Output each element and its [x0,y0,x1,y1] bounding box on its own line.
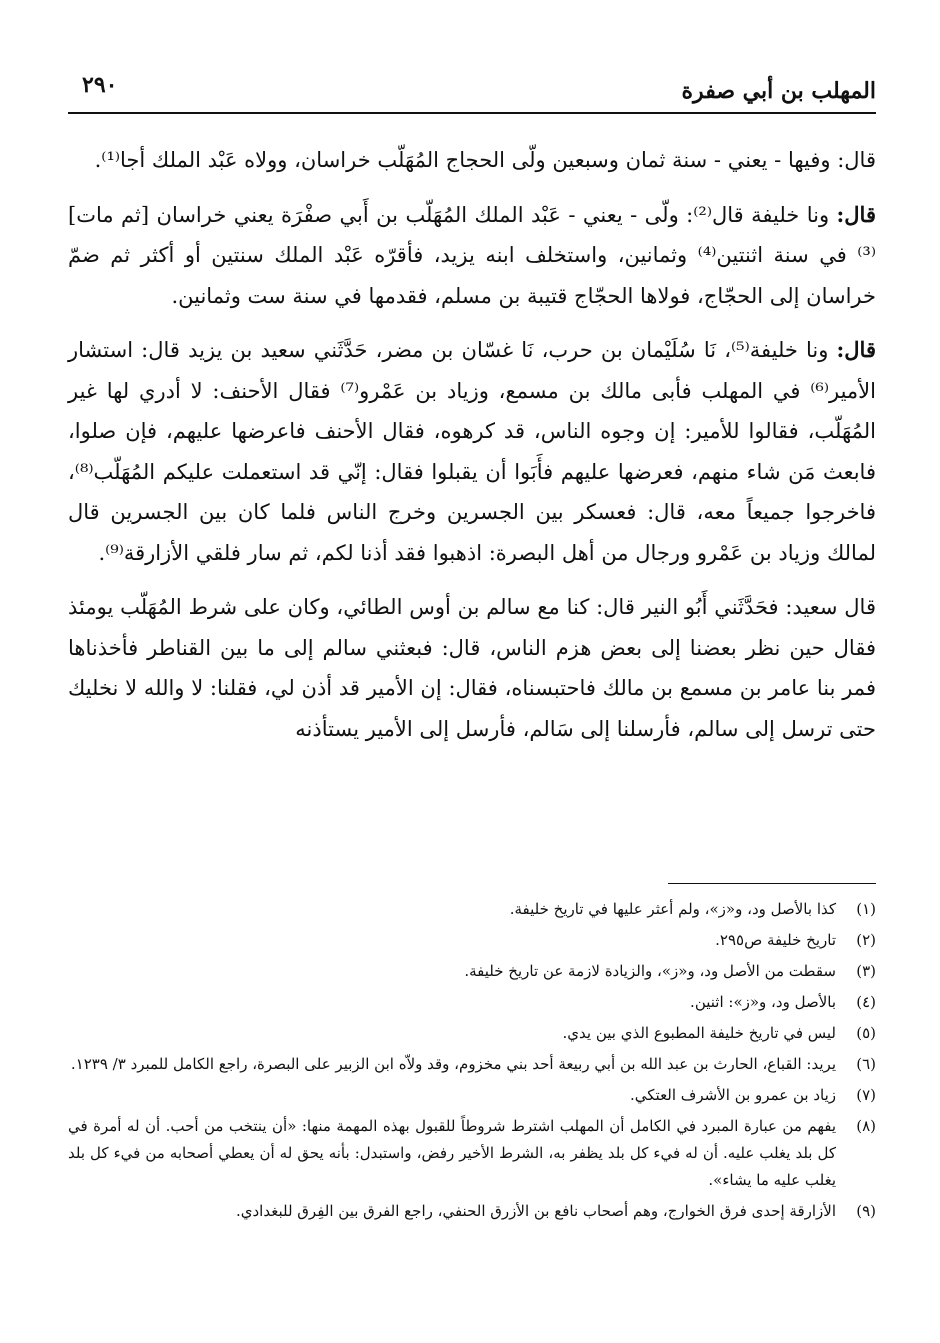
footnote-text: زياد بن عمرو بن الأشرف العتكي. [629,1086,836,1104]
footnote-text: سقطت من الأصل ود، و«ز»، والزيادة لازمة عن تاريخ خليفة. [464,962,836,980]
paragraph-2 [68,195,876,317]
footnote-number: (٤) [856,993,876,1011]
main-text [68,140,876,763]
footnotes [68,896,876,1229]
footnote-text: ليس في تاريخ خليفة المطبوع الذي بين يدي. [562,1024,836,1042]
footnote-number: (٨) [856,1117,876,1135]
footnote-4 [68,989,876,1016]
footnote-text: يريد: القباع، الحارث بن عبد الله بن أبي ربيعة أحد بني مخزوم، وقد ولاّه ابن الزبير على البصرة، راجع الكامل للمبرد ٣/ ١٢٣٩. [70,1055,836,1073]
page-number: ٢٩٠ [82,72,118,98]
footnote-2 [68,927,876,954]
paragraph-1 [68,140,876,181]
running-header [68,72,876,114]
footnote-text: تاريخ خليفة ص٢٩٥. [715,931,836,949]
footnote-number: (٩) [856,1202,876,1220]
footnote-6 [68,1051,876,1078]
footnote-text: يفهم من عبارة المبرد في الكامل أن المهلب اشترط شروطاً للقبول بهذه المهمة منها: «أن ينتخب من أحب. أن له أمرة في كل بلد يغلب عليه. أن له فيء كل بلد يظفر به، الشرط الأخير رفض، واستبدل: بأنه يحق له أن يعطي أصحابه من فيء كل بلد يغلب عليه ما يشاء». [68,1117,836,1189]
footnote-number: (٢) [856,931,876,949]
footnote-separator [668,883,876,884]
footnote-text: بالأصل ود، و«ز»: اثنين. [690,993,836,1011]
footnote-9 [68,1198,876,1225]
footnote-number: (٣) [856,962,876,980]
footnote-number: (١) [856,900,876,918]
footnote-number: (٦) [856,1055,876,1073]
paragraph-text: قال: وفيها - يعني - سنة ثمان وسبعين ولّى الحجاج المُهَلّب خراسان، وولاه عَبْد الملك أجا⁽¹⁾. [94,148,876,172]
running-title: المهلب بن أبي صفرة [681,78,876,104]
footnote-text: كذا بالأصل ود، و«ز»، ولم أعثر عليها في تاريخ خليفة. [509,900,836,918]
paragraph-text: ونا خليفة⁽⁵⁾، نَا سُلَيْمان بن حرب، نَا غسّان بن مضر، حَدَّثَني سعيد بن يزيد قال: استشار الأمير⁽⁶⁾ في المهلب فأبى مالك بن مسمع، وزياد بن عَمْرو⁽⁷⁾ فقال الأحنف: لا أدري لها غير المُهَلّب، فقالوا للأمير: إن وجوه الناس، قد كرهوه، فقال الأحنف فاعرضها عليهم، فإن صلوا، فابعث مَن شاء منهم، فعرضها عليهم فأَبَوا أن يقبلوا فقال: إنّي قد استعملت عليكم المُهَلّب⁽⁸⁾، فاخرجوا جميعاً معه، قال: فعسكر بين الجسرين وخرج الناس فلما كان بين الجسرين قال لمالك وزياد بن عَمْرو ورجال من أهل البصرة: اذهبوا فقد أذنا لكم، ثم سار فلقي الأزارقة⁽⁹⁾. [68,338,876,565]
footnote-7 [68,1082,876,1109]
footnote-1 [68,896,876,923]
footnote-5 [68,1020,876,1047]
footnote-number: (٧) [856,1086,876,1104]
paragraph-lead: قال: [836,201,876,227]
footnote-text: الأزارقة إحدى فرق الخوارج، وهم أصحاب نافع بن الأزرق الحنفي، راجع الفرق بين الفِرق للبغدادي. [235,1202,836,1220]
paragraph-text: قال سعيد: فحَدَّثَني أَبُو النير قال: كنا مع سالم بن أوس الطائي، وكان على شرط المُهَلّب يومئذ فقال حين نظر بعضنا إلى بعض هزم الناس، قال: فبعثني سالم إلى ما بين القناطر فأخذناها فمر بنا عامر بن مسمع بن مالك فاحتبسناه، فقال: إن الأمير قد أذن لي، فقلنا: لا والله لا نخليك حتى ترسل إلى سالم، فأرسلنا إلى سَالم، فأرسل إلى الأمير يستأذنه [68,595,876,741]
paragraph-4 [68,587,876,749]
paragraph-lead: قال: [836,337,876,362]
footnote-8 [68,1113,876,1194]
footnote-number: (٥) [856,1024,876,1042]
footnote-3 [68,958,876,985]
paragraph-3 [68,330,876,573]
paragraph-text: ونا خليفة قال⁽²⁾: ولّى - يعني - عَبْد الملك المُهَلّب بن أَبي صفْرَة يعني خراسان [ثم مات]⁽³⁾ في سنة اثنتين⁽⁴⁾ وثمانين، واستخلف ابنه يزيد، فأقرّه عَبْد الملك سنتين أو أكثر ثم ضمّ خراسان إلى الحجّاج، فولاها الحجّاج قتيبة بن مسلم، فقدمها في سنة ست وثمانين. [68,202,876,308]
